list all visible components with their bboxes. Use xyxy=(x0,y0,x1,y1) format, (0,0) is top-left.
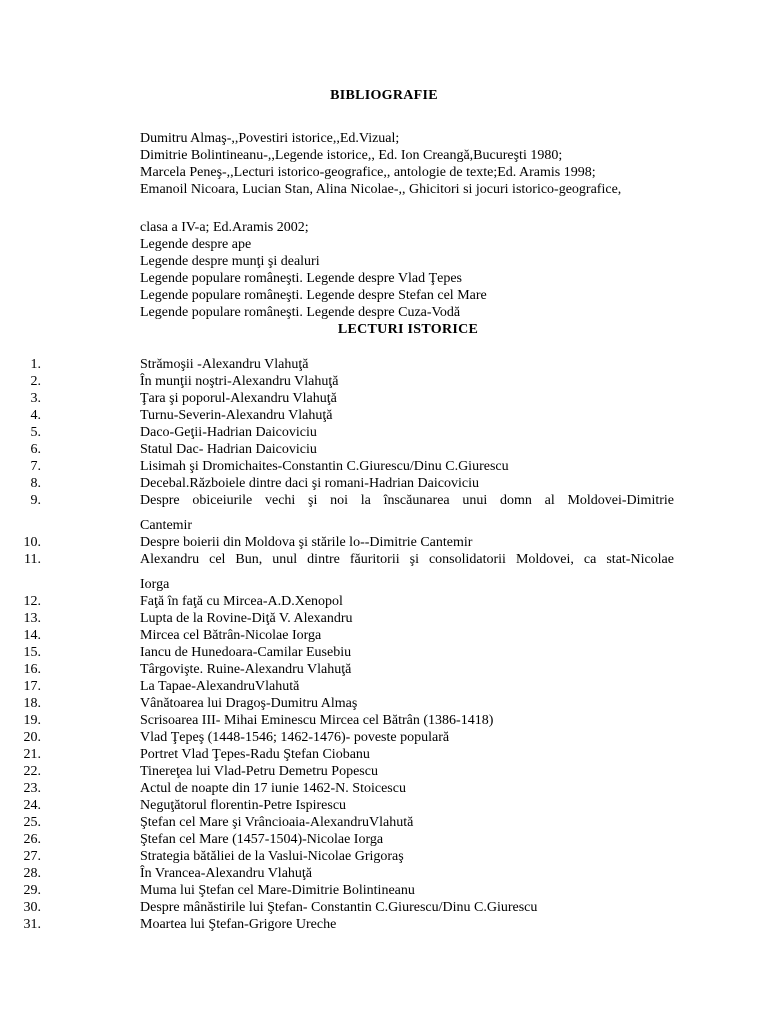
list-item-number: 16. xyxy=(23,662,41,677)
list-item-number: 28. xyxy=(23,866,41,881)
list-item-text: Iancu de Hunedoara-Camilar Eusebiu xyxy=(140,645,352,660)
list-item-text: Faţă în faţă cu Mircea-A.D.Xenopol xyxy=(140,594,343,609)
list-item xyxy=(0,534,674,551)
list-item-number: 25. xyxy=(23,815,41,830)
list-item-number: 10. xyxy=(23,535,41,550)
bibliography-line: Legende populare româneşti. Legende despre Stefan cel Mare xyxy=(140,288,487,303)
list-item-number: 24. xyxy=(23,798,41,813)
list-item xyxy=(0,424,674,441)
list-item xyxy=(0,780,674,797)
list-item xyxy=(0,882,674,899)
list-item xyxy=(0,373,674,390)
list-item xyxy=(0,865,674,882)
list-item xyxy=(0,831,674,848)
list-item-number: 9. xyxy=(30,493,41,508)
list-item xyxy=(0,356,674,373)
list-item xyxy=(0,916,674,933)
list-item-number: 1. xyxy=(30,357,41,372)
list-item xyxy=(0,644,674,661)
list-item xyxy=(0,441,674,458)
list-item-text: Portret Vlad Ţepes-Radu Ştefan Ciobanu xyxy=(140,747,370,762)
list-item-continuation: Iorga xyxy=(140,577,170,592)
list-item-number: 30. xyxy=(23,900,41,915)
list-item-number: 5. xyxy=(30,425,41,440)
list-item-number: 17. xyxy=(23,679,41,694)
list-item xyxy=(0,729,674,746)
bibliography-line: Dimitrie Bolintineanu-,,Legende istorice,, Ed. Ion Creangă,Bucureşti 1980; xyxy=(140,148,563,163)
list-item xyxy=(0,797,674,814)
list-item xyxy=(0,712,674,729)
list-item xyxy=(0,746,674,763)
list-item-text: Actul de noapte din 17 iunie 1462-N. Stoicescu xyxy=(140,781,406,796)
list-item-number: 8. xyxy=(30,476,41,491)
list-item-number: 20. xyxy=(23,730,41,745)
list-item-number: 18. xyxy=(23,696,41,711)
list-item-text: Lupta de la Rovine-Diţă V. Alexandru xyxy=(140,611,353,626)
bibliography-line: Dumitru Almaş-,,Povestiri istorice,,Ed.Vizual; xyxy=(140,131,400,146)
list-item xyxy=(0,407,674,424)
list-item xyxy=(0,475,674,492)
bibliography-line: Legende despre munţi şi dealuri xyxy=(140,254,320,269)
list-item-number: 11. xyxy=(24,552,41,567)
list-item-number: 13. xyxy=(23,611,41,626)
list-item-text: Despre boierii din Moldova şi stările lo--Dimitrie Cantemir xyxy=(140,535,473,550)
bibliography-line: Legende populare româneşti. Legende despre Vlad Ţepes xyxy=(140,271,462,286)
list-item-text: Lisimah şi Dromichaites-Constantin C.Giurescu/Dinu C.Giurescu xyxy=(140,459,509,474)
list-item-text: Ştefan cel Mare (1457-1504)-Nicolae Iorga xyxy=(140,832,384,847)
list-item-text: Daco-Geţii-Hadrian Daicoviciu xyxy=(140,425,317,440)
list-item xyxy=(0,695,674,712)
list-item-text: Neguţătorul florentin-Petre Ispirescu xyxy=(140,798,347,813)
list-item-number: 19. xyxy=(23,713,41,728)
list-item-text: La Tapae-AlexandruVlahută xyxy=(140,679,300,694)
bibliography-list xyxy=(140,130,680,321)
bibliography-line: Legende populare româneşti. Legende despre Cuza-Vodă xyxy=(140,305,461,320)
list-item-text: Strategia bătăliei de la Vaslui-Nicolae Grigoraş xyxy=(140,849,404,864)
list-item-text: Strămoşii -Alexandru Vlahuţă xyxy=(140,357,309,372)
list-item xyxy=(0,593,674,610)
list-item-number: 15. xyxy=(23,645,41,660)
list-item xyxy=(0,678,674,695)
list-item xyxy=(0,814,674,831)
list-item-text: Scrisoarea III- Mihai Eminescu Mircea cel Bătrân (1386-1418) xyxy=(140,713,494,728)
list-item-number: 2. xyxy=(30,374,41,389)
list-item-text: În Vrancea-Alexandru Vlahuţă xyxy=(140,866,313,881)
list-item-text: Decebal.Războiele dintre daci şi romani-Hadrian Daicoviciu xyxy=(140,476,479,491)
list-item-number: 12. xyxy=(23,594,41,609)
list-item-number: 14. xyxy=(23,628,41,643)
lecturi-list xyxy=(0,356,768,933)
list-item-number: 31. xyxy=(23,917,41,932)
list-item-number: 6. xyxy=(30,442,41,457)
bibliography-line: Marcela Peneş-,,Lecturi istorico-geografice,, antologie de texte;Ed. Aramis 1998; xyxy=(140,165,596,180)
list-item xyxy=(0,390,674,407)
list-item-text: Vânătoarea lui Dragoş-Dumitru Almaş xyxy=(140,696,358,711)
list-item-number: 23. xyxy=(23,781,41,796)
list-item-text: Ştefan cel Mare şi Vrâncioaia-AlexandruVlahută xyxy=(140,815,414,830)
list-item xyxy=(0,551,674,593)
list-item-text: În munţii noştri-Alexandru Vlahuţă xyxy=(140,374,339,389)
list-item-number: 27. xyxy=(23,849,41,864)
list-item xyxy=(0,492,674,534)
bibliography-line: Legende despre ape xyxy=(140,237,252,252)
list-item-text: Mircea cel Bătrân-Nicolae Iorga xyxy=(140,628,322,643)
list-item-number: 7. xyxy=(30,459,41,474)
list-item-text: Turnu-Severin-Alexandru Vlahuţă xyxy=(140,408,333,423)
list-item-text: Târgovişte. Ruine-Alexandru Vlahuţă xyxy=(140,662,352,677)
list-item-continuation: Cantemir xyxy=(140,518,193,533)
list-item xyxy=(0,627,674,644)
list-item-number: 3. xyxy=(30,391,41,406)
list-item-number: 29. xyxy=(23,883,41,898)
list-item xyxy=(0,899,674,916)
list-item xyxy=(0,458,674,475)
list-item-text: Tinereţea lui Vlad-Petru Demetru Popescu xyxy=(140,764,378,779)
paragraph-gap xyxy=(140,198,680,219)
list-item xyxy=(0,610,674,627)
list-item xyxy=(0,848,674,865)
list-item-text: Muma lui Ştefan cel Mare-Dimitrie Bolintineanu xyxy=(140,883,415,898)
list-item-text: Ţara şi poporul-Alexandru Vlahuţă xyxy=(140,391,337,406)
list-item-text: Alexandru cel Bun, unul dintre făuritorii şi consolidatorii Moldovei, ca stat-Nicolae xyxy=(140,552,674,567)
list-item-text: Vlad Ţepeş (1448-1546; 1462-1476)- poveste populară xyxy=(140,730,450,745)
list-item-text: Despre obiceiurile vechi şi noi la înscăunarea unui domn al Moldovei-Dimitrie xyxy=(140,493,674,508)
list-item xyxy=(0,763,674,780)
list-item xyxy=(0,661,674,678)
bibliography-line: Emanoil Nicoara, Lucian Stan, Alina Nicolae-,, Ghicitori si jocuri istorico-geografice, xyxy=(140,182,622,197)
list-item-text: Moartea lui Ştefan-Grigore Ureche xyxy=(140,917,337,932)
list-item-text: Statul Dac- Hadrian Daicoviciu xyxy=(140,442,317,457)
list-item-number: 26. xyxy=(23,832,41,847)
list-item-text: Despre mânăstirile lui Ştefan- Constantin C.Giurescu/Dinu C.Giurescu xyxy=(140,900,538,915)
list-item-number: 4. xyxy=(30,408,41,423)
list-item-number: 21. xyxy=(23,747,41,762)
list-item-number: 22. xyxy=(23,764,41,779)
lecturi-title: LECTURI ISTORICE xyxy=(337,322,479,337)
bibliography-title: BIBLIOGRAFIE xyxy=(330,88,438,103)
bibliography-line: clasa a IV-a; Ed.Aramis 2002; xyxy=(140,220,309,235)
